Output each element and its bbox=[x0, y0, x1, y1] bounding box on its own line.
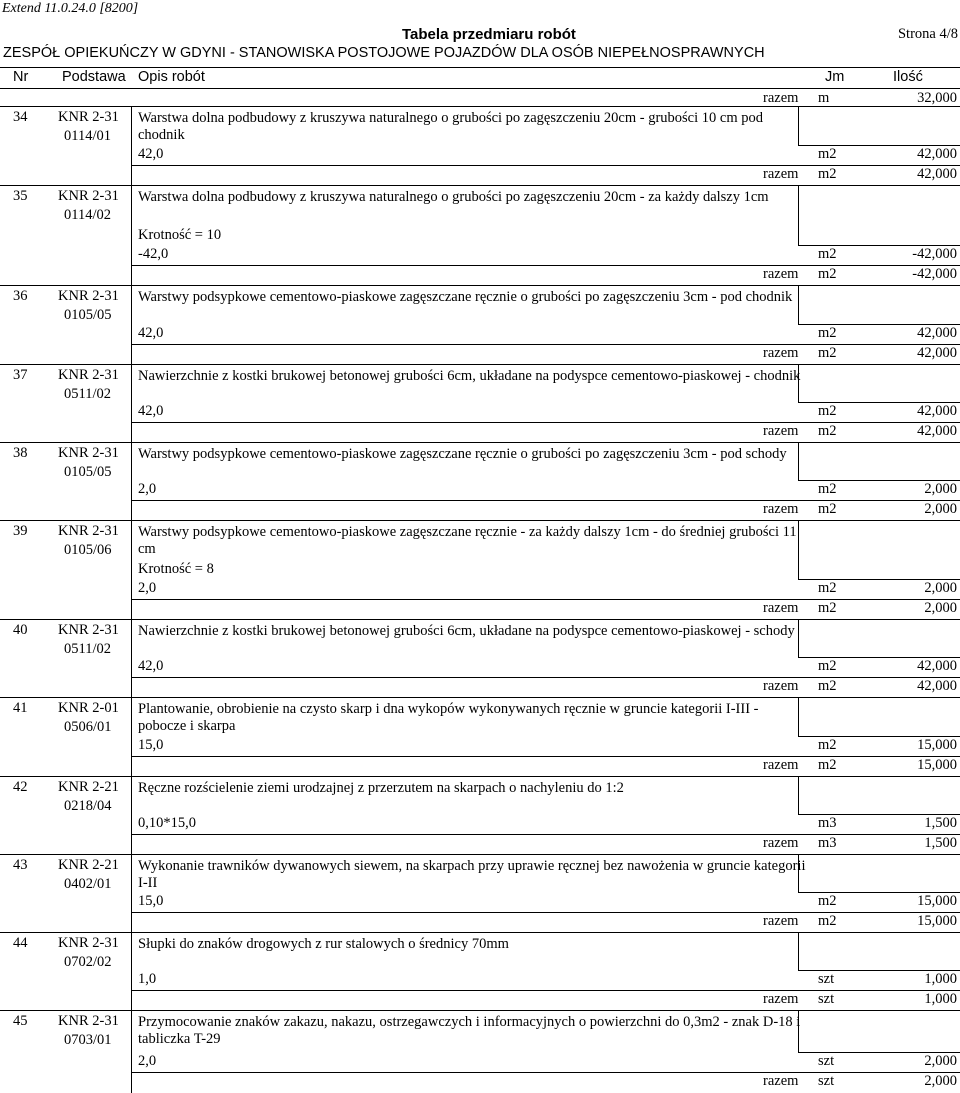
item-basis-ref: 0511/02 bbox=[64, 386, 111, 402]
item-basis-ref: 0511/02 bbox=[64, 641, 111, 657]
item-basis-code: KNR 2-31 bbox=[58, 622, 119, 638]
horizontal-rule bbox=[131, 990, 960, 991]
item-total-unit: m3 bbox=[818, 835, 837, 851]
item-value: 1,500 bbox=[924, 815, 957, 831]
item-formula: 0,10*15,0 bbox=[138, 815, 196, 831]
item-unit: m2 bbox=[818, 658, 837, 674]
item-total-unit: m2 bbox=[818, 600, 837, 616]
item-basis-ref: 0105/05 bbox=[64, 307, 112, 323]
item-formula: 42,0 bbox=[138, 146, 164, 162]
item-unit: szt bbox=[818, 971, 835, 987]
item-unit: m2 bbox=[818, 325, 837, 341]
item-total-value: 2,000 bbox=[924, 1073, 957, 1089]
item-basis-code: KNR 2-31 bbox=[58, 935, 119, 951]
item-total-value: 42,000 bbox=[917, 345, 957, 361]
column-header-nr: Nr bbox=[13, 69, 29, 85]
horizontal-rule bbox=[0, 520, 960, 521]
item-basis-ref: 0702/02 bbox=[64, 954, 112, 970]
item-unit: m2 bbox=[818, 737, 837, 753]
item-formula: 42,0 bbox=[138, 325, 164, 341]
item-description: Warstwy podsypkowe cementowo-piaskowe zagęszczane ręcznie - za każdy dalszy 1cm - do średniej grubości 11 cm bbox=[138, 524, 797, 557]
item-basis-code: KNR 2-31 bbox=[58, 188, 119, 204]
item-basis-code: KNR 2-31 bbox=[58, 367, 119, 383]
item-value: 42,000 bbox=[917, 658, 957, 674]
item-unit: m2 bbox=[818, 403, 837, 419]
item-basis-code: KNR 2-21 bbox=[58, 779, 119, 795]
item-basis-ref: 0402/01 bbox=[64, 876, 112, 892]
item-description: Warstwa dolna podbudowy z kruszywa naturalnego o grubości po zagęszczeniu 20cm - grubości 10 cm pod chodnik bbox=[138, 110, 763, 143]
item-number: 44 bbox=[13, 935, 28, 951]
item-total-unit: m2 bbox=[818, 757, 837, 773]
carryover-label: razem bbox=[763, 90, 799, 106]
item-number: 39 bbox=[13, 523, 28, 539]
item-value: -42,000 bbox=[912, 246, 957, 262]
item-total-unit: m2 bbox=[818, 913, 837, 929]
item-unit: m3 bbox=[818, 815, 837, 831]
column-header-quantity: Ilość bbox=[893, 69, 923, 85]
page-number: Strona 4/8 bbox=[897, 26, 958, 42]
item-multiplier: Krotność = 8 bbox=[138, 561, 214, 577]
item-number: 35 bbox=[13, 188, 28, 204]
horizontal-rule bbox=[0, 185, 960, 186]
item-total-value: 1,000 bbox=[924, 991, 957, 1007]
horizontal-rule bbox=[0, 88, 960, 89]
item-number: 41 bbox=[13, 700, 28, 716]
item-description: Ręczne rozścielenie ziemi urodzajnej z przerzutem na skarpach o nachyleniu do 1:2 bbox=[138, 780, 624, 796]
item-basis-ref: 0105/05 bbox=[64, 464, 112, 480]
item-basis-ref: 0114/01 bbox=[64, 128, 111, 144]
item-number: 37 bbox=[13, 367, 28, 383]
horizontal-rule bbox=[0, 67, 960, 68]
item-total-unit: m2 bbox=[818, 423, 837, 439]
item-formula: 2,0 bbox=[138, 580, 157, 596]
item-total-label: razem bbox=[763, 913, 799, 929]
item-total-label: razem bbox=[763, 835, 799, 851]
item-value: 1,000 bbox=[924, 971, 957, 987]
item-unit: m2 bbox=[818, 481, 837, 497]
horizontal-rule bbox=[0, 1010, 960, 1011]
item-basis-ref: 0506/01 bbox=[64, 719, 112, 735]
item-value: 2,000 bbox=[924, 481, 957, 497]
item-basis-code: KNR 2-31 bbox=[58, 523, 119, 539]
item-basis-code: KNR 2-31 bbox=[58, 445, 119, 461]
item-total-unit: m2 bbox=[818, 501, 837, 517]
item-number: 42 bbox=[13, 779, 28, 795]
item-total-value: 1,500 bbox=[924, 835, 957, 851]
item-total-value: 2,000 bbox=[924, 600, 957, 616]
item-value: 42,000 bbox=[917, 403, 957, 419]
item-formula: 1,0 bbox=[138, 971, 157, 987]
item-unit: m2 bbox=[818, 146, 837, 162]
item-number: 34 bbox=[13, 109, 28, 125]
item-total-label: razem bbox=[763, 266, 799, 282]
item-total-unit: szt bbox=[818, 1073, 835, 1089]
item-description: Warstwy podsypkowe cementowo-piaskowe zagęszczane ręcznie o grubości po zagęszczeniu 3cm - pod chodnik bbox=[138, 289, 793, 305]
item-unit: szt bbox=[818, 1053, 835, 1069]
item-total-value: 2,000 bbox=[924, 501, 957, 517]
item-total-label: razem bbox=[763, 501, 799, 517]
item-unit: m2 bbox=[818, 893, 837, 909]
item-number: 45 bbox=[13, 1013, 28, 1029]
item-basis-code: KNR 2-21 bbox=[58, 857, 119, 873]
item-total-value: 42,000 bbox=[917, 166, 957, 182]
item-formula: -42,0 bbox=[138, 246, 169, 262]
item-total-value: 42,000 bbox=[917, 423, 957, 439]
item-number: 38 bbox=[13, 445, 28, 461]
item-unit: m2 bbox=[818, 246, 837, 262]
item-multiplier: Krotność = 10 bbox=[138, 227, 222, 243]
item-total-unit: m2 bbox=[818, 166, 837, 182]
horizontal-rule bbox=[0, 106, 960, 107]
item-total-label: razem bbox=[763, 345, 799, 361]
item-description: Warstwa dolna podbudowy z kruszywa naturalnego o grubości po zagęszczeniu 20cm - za każdy dalszy 1cm bbox=[138, 189, 769, 205]
column-header-basis: Podstawa bbox=[62, 69, 126, 85]
item-value: 2,000 bbox=[924, 580, 957, 596]
item-basis-code: KNR 2-01 bbox=[58, 700, 119, 716]
program-version: Extend 11.0.24.0 [8200] bbox=[2, 1, 139, 16]
item-formula: 2,0 bbox=[138, 481, 157, 497]
item-value: 15,000 bbox=[917, 893, 957, 909]
horizontal-rule bbox=[0, 697, 960, 698]
item-value: 15,000 bbox=[917, 737, 957, 753]
horizontal-rule bbox=[0, 442, 960, 443]
item-total-value: 15,000 bbox=[917, 913, 957, 929]
item-total-unit: m2 bbox=[818, 678, 837, 694]
item-unit: m2 bbox=[818, 580, 837, 596]
item-total-unit: szt bbox=[818, 991, 835, 1007]
column-header-unit: Jm bbox=[825, 69, 845, 85]
item-basis-ref: 0218/04 bbox=[64, 798, 112, 814]
item-basis-ref: 0105/06 bbox=[64, 542, 112, 558]
page-title: Tabela przedmiaru robót bbox=[402, 26, 576, 43]
item-total-value: -42,000 bbox=[912, 266, 957, 282]
item-total-value: 42,000 bbox=[917, 678, 957, 694]
item-number: 40 bbox=[13, 622, 28, 638]
item-description: Plantowanie, obrobienie na czysto skarp i dna wykopów wykonywanych ręcznie w gruncie kategorii I-III - pobocze i skarpa bbox=[138, 701, 759, 734]
item-formula: 42,0 bbox=[138, 658, 164, 674]
item-total-unit: m2 bbox=[818, 266, 837, 282]
item-basis-code: KNR 2-31 bbox=[58, 1013, 119, 1029]
item-total-label: razem bbox=[763, 600, 799, 616]
item-description: Słupki do znaków drogowych z rur stalowych o średnicy 70mm bbox=[138, 936, 509, 952]
item-total-label: razem bbox=[763, 1073, 799, 1089]
item-number: 36 bbox=[13, 288, 28, 304]
item-total-label: razem bbox=[763, 991, 799, 1007]
item-value: 42,000 bbox=[917, 146, 957, 162]
carryover-unit: m bbox=[818, 90, 830, 106]
item-description: Wykonanie trawników dywanowych siewem, na skarpach przy uprawie ręcznej bez nawożenia w gruncie kategorii I-II bbox=[138, 858, 806, 891]
vertical-rule bbox=[131, 107, 132, 1093]
horizontal-rule bbox=[0, 285, 960, 286]
item-basis-ref: 0114/02 bbox=[64, 207, 111, 223]
item-formula: 2,0 bbox=[138, 1053, 157, 1069]
item-basis-code: KNR 2-31 bbox=[58, 109, 119, 125]
horizontal-rule bbox=[0, 854, 960, 855]
item-description: Nawierzchnie z kostki brukowej betonowej grubości 6cm, układane na podyspce cementowo-piaskowej - chodnik bbox=[138, 368, 801, 384]
item-value: 2,000 bbox=[924, 1053, 957, 1069]
item-formula: 15,0 bbox=[138, 893, 164, 909]
column-header-description: Opis robót bbox=[138, 69, 205, 85]
item-total-label: razem bbox=[763, 757, 799, 773]
horizontal-rule bbox=[0, 776, 960, 777]
horizontal-rule bbox=[0, 619, 960, 620]
item-formula: 15,0 bbox=[138, 737, 164, 753]
item-total-label: razem bbox=[763, 678, 799, 694]
item-value: 42,000 bbox=[917, 325, 957, 341]
item-total-label: razem bbox=[763, 166, 799, 182]
item-description: Przymocowanie znaków zakazu, nakazu, ostrzegawczych i informacyjnych o powierzchni do 0,3m2 - znak D-18 i tabliczka T-29 bbox=[138, 1014, 801, 1047]
horizontal-rule bbox=[131, 1072, 960, 1073]
horizontal-rule bbox=[0, 364, 960, 365]
item-basis-ref: 0703/01 bbox=[64, 1032, 112, 1048]
item-total-label: razem bbox=[763, 423, 799, 439]
item-number: 43 bbox=[13, 857, 28, 873]
item-total-value: 15,000 bbox=[917, 757, 957, 773]
carryover-value: 32,000 bbox=[917, 90, 957, 106]
item-description: Warstwy podsypkowe cementowo-piaskowe zagęszczane ręcznie o grubości po zagęszczeniu 3cm - pod schody bbox=[138, 446, 787, 462]
item-description: Nawierzchnie z kostki brukowej betonowej grubości 6cm, układane na podyspce cementowo-piaskowej - schody bbox=[138, 623, 795, 639]
item-basis-code: KNR 2-31 bbox=[58, 288, 119, 304]
project-title: ZESPÓŁ OPIEKUŃCZY W GDYNI - STANOWISKA POSTOJOWE POJAZDÓW DLA OSÓB NIEPEŁNOSPRAWNYCH bbox=[3, 45, 765, 61]
item-total-unit: m2 bbox=[818, 345, 837, 361]
item-formula: 42,0 bbox=[138, 403, 164, 419]
horizontal-rule bbox=[0, 932, 960, 933]
